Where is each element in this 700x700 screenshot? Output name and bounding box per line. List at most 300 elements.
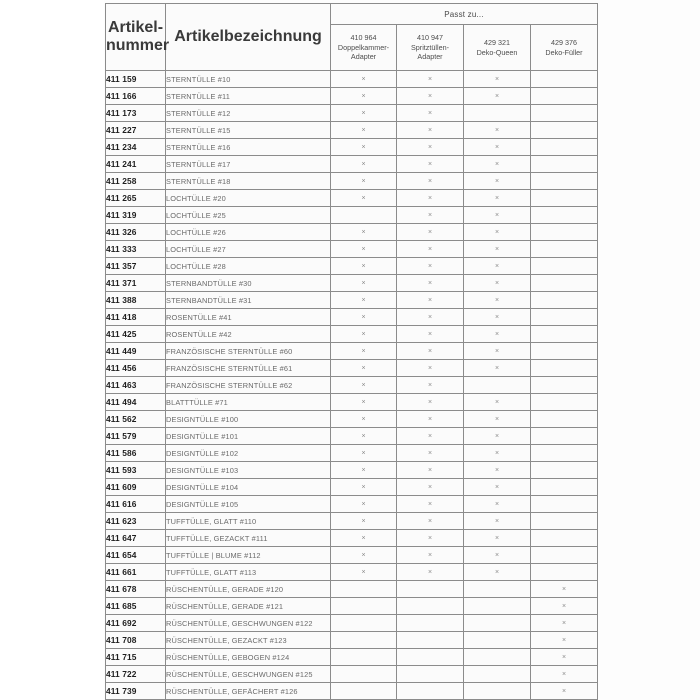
compatible-mark-icon: ×: [494, 517, 500, 525]
header-fit-col-0-number: 410 964: [350, 32, 377, 42]
table-row: [106, 411, 598, 428]
cell-fit-0: [331, 309, 397, 326]
compatible-mark-icon: ×: [494, 296, 500, 304]
cell-fit-1: [397, 394, 464, 411]
compatible-mark-icon: ×: [361, 517, 366, 525]
compatible-mark-icon: ×: [494, 500, 500, 508]
cell-fit-1: [397, 496, 464, 513]
compatible-mark-icon: ×: [361, 330, 366, 338]
compatible-mark-icon: ×: [427, 211, 433, 219]
compatible-mark-icon: ×: [494, 330, 500, 338]
header-fit-col-2-name-line1: Deko-Queen: [476, 47, 518, 57]
compatible-mark-icon: ×: [494, 92, 500, 100]
cell-fit-1: [397, 309, 464, 326]
article-compatibility-table: [105, 3, 598, 700]
cell-fit-3: [531, 241, 598, 258]
compatible-mark-icon: ×: [427, 381, 433, 389]
cell-fit-3: [531, 207, 598, 224]
table-row: [106, 530, 598, 547]
cell-article-description: BLATTTÜLLE #71: [166, 394, 331, 411]
compatible-mark-icon: ×: [361, 398, 366, 406]
cell-fit-1: [397, 71, 464, 88]
table-row: [106, 581, 598, 598]
cell-fit-2: [464, 71, 531, 88]
cell-fit-2: [464, 513, 531, 530]
cell-fit-1: [397, 598, 464, 615]
cell-article-number: 411 678: [106, 581, 166, 598]
cell-fit-0: [331, 139, 397, 156]
compatible-mark-icon: ×: [361, 500, 366, 508]
compatible-mark-icon: ×: [361, 364, 366, 372]
cell-fit-2: [464, 615, 531, 632]
compatible-mark-icon: ×: [361, 109, 366, 117]
cell-fit-0: [331, 122, 397, 139]
compatible-mark-icon: ×: [494, 211, 500, 219]
cell-article-number: 411 234: [106, 139, 166, 156]
compatible-mark-icon: ×: [427, 347, 433, 355]
cell-article-number: 411 739: [106, 683, 166, 700]
cell-fit-3: [531, 292, 598, 309]
cell-fit-3: [531, 581, 598, 598]
table-row: [106, 71, 598, 88]
cell-fit-3: [531, 71, 598, 88]
cell-fit-1: [397, 207, 464, 224]
cell-fit-1: [397, 292, 464, 309]
table-row: [106, 428, 598, 445]
cell-article-number: 411 661: [106, 564, 166, 581]
cell-fit-3: [531, 360, 598, 377]
compatible-mark-icon: ×: [561, 636, 567, 644]
compatible-mark-icon: ×: [361, 177, 366, 185]
table-row: [106, 292, 598, 309]
cell-fit-3: [531, 479, 598, 496]
cell-fit-1: [397, 530, 464, 547]
cell-fit-2: [464, 326, 531, 343]
table-row: [106, 258, 598, 275]
compatible-mark-icon: ×: [561, 687, 567, 695]
table-row: [106, 241, 598, 258]
table-row: [106, 496, 598, 513]
cell-fit-1: [397, 156, 464, 173]
cell-fit-1: [397, 428, 464, 445]
cell-fit-2: [464, 309, 531, 326]
cell-fit-0: [331, 258, 397, 275]
header-fit-col-3-name-line1: Deko-Füller: [545, 47, 583, 57]
cell-fit-3: [531, 258, 598, 275]
cell-fit-2: [464, 275, 531, 292]
header-fit-col-1-name-line2: Adapter: [417, 52, 443, 62]
compatible-mark-icon: ×: [494, 398, 500, 406]
cell-article-description: RÜSCHENTÜLLE, GESCHWUNGEN #122: [166, 615, 331, 632]
table-row: [106, 360, 598, 377]
cell-fit-2: [464, 462, 531, 479]
cell-article-number: 411 265: [106, 190, 166, 207]
compatible-mark-icon: ×: [494, 262, 500, 270]
compatible-mark-icon: ×: [361, 534, 366, 542]
cell-fit-2: [464, 632, 531, 649]
cell-fit-3: [531, 530, 598, 547]
table-header: [106, 4, 598, 71]
cell-article-description: DESIGNTÜLLE #100: [166, 411, 331, 428]
cell-article-number: 411 357: [106, 258, 166, 275]
cell-fit-2: [464, 547, 531, 564]
compatible-mark-icon: ×: [427, 568, 433, 576]
table-row: [106, 632, 598, 649]
compatible-mark-icon: ×: [494, 364, 500, 372]
compatible-mark-icon: ×: [361, 551, 366, 559]
cell-fit-3: [531, 190, 598, 207]
table-row: [106, 513, 598, 530]
cell-fit-3: [531, 462, 598, 479]
cell-fit-2: [464, 445, 531, 462]
cell-fit-3: [531, 411, 598, 428]
cell-fit-3: [531, 445, 598, 462]
cell-article-number: 411 715: [106, 649, 166, 666]
cell-article-description: STERNTÜLLE #15: [166, 122, 331, 139]
header-group-row: [106, 4, 598, 25]
cell-article-number: 411 166: [106, 88, 166, 105]
compatible-mark-icon: ×: [427, 398, 433, 406]
table-row: [106, 207, 598, 224]
cell-article-number: 411 616: [106, 496, 166, 513]
cell-fit-1: [397, 564, 464, 581]
cell-fit-1: [397, 615, 464, 632]
cell-article-number: 411 623: [106, 513, 166, 530]
header-fit-col-2-number: 429 321: [484, 37, 510, 47]
cell-fit-3: [531, 513, 598, 530]
compatible-mark-icon: ×: [427, 262, 433, 270]
cell-fit-0: [331, 71, 397, 88]
table-row: [106, 309, 598, 326]
compatible-mark-icon: ×: [361, 228, 366, 236]
cell-fit-0: [331, 207, 397, 224]
cell-article-number: 411 494: [106, 394, 166, 411]
compatible-mark-icon: ×: [361, 568, 366, 576]
cell-fit-0: [331, 462, 397, 479]
cell-fit-3: [531, 173, 598, 190]
cell-fit-0: [331, 496, 397, 513]
cell-article-description: TUFFTÜLLE, GEZACKT #111: [166, 530, 331, 547]
compatible-mark-icon: ×: [427, 296, 433, 304]
cell-fit-2: [464, 88, 531, 105]
cell-fit-0: [331, 513, 397, 530]
header-fit-col-2: [464, 25, 531, 71]
cell-fit-2: [464, 173, 531, 190]
compatible-mark-icon: ×: [361, 432, 366, 440]
compatible-mark-icon: ×: [427, 126, 433, 134]
cell-fit-0: [331, 377, 397, 394]
cell-article-description: RÜSCHENTÜLLE, GERADE #121: [166, 598, 331, 615]
cell-article-number: 411 609: [106, 479, 166, 496]
compatible-mark-icon: ×: [427, 245, 433, 253]
cell-fit-1: [397, 173, 464, 190]
cell-article-description: DESIGNTÜLLE #101: [166, 428, 331, 445]
compatible-mark-icon: ×: [494, 415, 500, 423]
header-article-number-line2: nummer: [106, 37, 170, 54]
cell-fit-1: [397, 326, 464, 343]
cell-article-number: 411 258: [106, 173, 166, 190]
cell-fit-1: [397, 666, 464, 683]
cell-article-number: 411 227: [106, 122, 166, 139]
cell-article-description: RÜSCHENTÜLLE, GEFÄCHERT #126: [166, 683, 331, 700]
cell-article-description: ROSENTÜLLE #42: [166, 326, 331, 343]
cell-fit-2: [464, 428, 531, 445]
cell-article-number: 411 418: [106, 309, 166, 326]
header-article-number-line1: Artikel-: [107, 19, 164, 36]
compatible-mark-icon: ×: [494, 432, 500, 440]
cell-article-description: STERNTÜLLE #16: [166, 139, 331, 156]
cell-fit-2: [464, 394, 531, 411]
cell-fit-1: [397, 632, 464, 649]
cell-fit-2: [464, 105, 531, 122]
compatible-mark-icon: ×: [494, 143, 500, 151]
compatible-mark-icon: ×: [427, 228, 433, 236]
cell-article-description: RÜSCHENTÜLLE, GERADE #120: [166, 581, 331, 598]
compatible-mark-icon: ×: [561, 585, 567, 593]
compatible-mark-icon: ×: [427, 364, 433, 372]
table-row: [106, 598, 598, 615]
table-row: [106, 615, 598, 632]
compatible-mark-icon: ×: [427, 449, 433, 457]
cell-fit-3: [531, 122, 598, 139]
compatible-mark-icon: ×: [361, 75, 366, 83]
cell-fit-0: [331, 224, 397, 241]
cell-fit-0: [331, 156, 397, 173]
cell-fit-0: [331, 615, 397, 632]
cell-fit-1: [397, 122, 464, 139]
cell-article-number: 411 654: [106, 547, 166, 564]
cell-article-number: 411 388: [106, 292, 166, 309]
compatible-mark-icon: ×: [494, 75, 500, 83]
cell-fit-0: [331, 632, 397, 649]
cell-fit-1: [397, 649, 464, 666]
cell-fit-0: [331, 598, 397, 615]
cell-article-description: STERNBANDTÜLLE #31: [166, 292, 331, 309]
cell-article-description: LOCHTÜLLE #27: [166, 241, 331, 258]
cell-article-description: RÜSCHENTÜLLE, GESCHWUNGEN #125: [166, 666, 331, 683]
cell-fit-2: [464, 530, 531, 547]
cell-article-number: 411 586: [106, 445, 166, 462]
cell-fit-2: [464, 479, 531, 496]
cell-fit-1: [397, 581, 464, 598]
cell-fit-0: [331, 411, 397, 428]
header-fit-col-0-name-line1: Doppelkammer-: [337, 42, 390, 52]
compatible-mark-icon: ×: [427, 500, 433, 508]
cell-article-number: 411 692: [106, 615, 166, 632]
compatible-mark-icon: ×: [427, 483, 433, 491]
compatible-mark-icon: ×: [361, 313, 366, 321]
cell-fit-0: [331, 394, 397, 411]
cell-fit-3: [531, 666, 598, 683]
cell-fit-3: [531, 394, 598, 411]
cell-fit-3: [531, 326, 598, 343]
cell-article-description: STERNTÜLLE #17: [166, 156, 331, 173]
table-row: [106, 139, 598, 156]
cell-fit-0: [331, 343, 397, 360]
cell-fit-3: [531, 156, 598, 173]
cell-fit-3: [531, 105, 598, 122]
cell-article-description: STERNTÜLLE #12: [166, 105, 331, 122]
compatible-mark-icon: ×: [361, 143, 366, 151]
cell-fit-3: [531, 615, 598, 632]
cell-fit-0: [331, 479, 397, 496]
compatible-mark-icon: ×: [427, 194, 433, 202]
table-row: [106, 547, 598, 564]
cell-fit-0: [331, 428, 397, 445]
compatible-mark-icon: ×: [494, 228, 500, 236]
cell-fit-0: [331, 173, 397, 190]
table-row: [106, 479, 598, 496]
cell-fit-0: [331, 581, 397, 598]
cell-fit-2: [464, 411, 531, 428]
compatible-mark-icon: ×: [361, 279, 366, 287]
compatible-mark-icon: ×: [494, 466, 500, 474]
cell-fit-1: [397, 343, 464, 360]
header-fit-col-3-number: 429 376: [551, 37, 577, 47]
cell-fit-2: [464, 190, 531, 207]
cell-fit-1: [397, 224, 464, 241]
compatible-mark-icon: ×: [427, 551, 433, 559]
cell-fit-0: [331, 241, 397, 258]
compatible-mark-icon: ×: [361, 415, 366, 423]
compatible-mark-icon: ×: [494, 279, 500, 287]
cell-article-description: RÜSCHENTÜLLE, GEZACKT #123: [166, 632, 331, 649]
header-fit-col-1: [397, 25, 464, 71]
cell-fit-3: [531, 428, 598, 445]
cell-fit-3: [531, 224, 598, 241]
compatible-mark-icon: ×: [561, 602, 567, 610]
cell-fit-3: [531, 649, 598, 666]
compatible-mark-icon: ×: [561, 670, 567, 678]
compatible-mark-icon: ×: [361, 381, 366, 389]
cell-article-number: 411 371: [106, 275, 166, 292]
cell-fit-2: [464, 360, 531, 377]
cell-fit-3: [531, 632, 598, 649]
table-row: [106, 343, 598, 360]
compatible-mark-icon: ×: [361, 262, 366, 270]
compatible-mark-icon: ×: [494, 245, 500, 253]
cell-fit-3: [531, 496, 598, 513]
compatible-mark-icon: ×: [427, 177, 433, 185]
cell-fit-3: [531, 377, 598, 394]
header-fit-col-1-number: 410 947: [417, 32, 443, 42]
cell-article-description: LOCHTÜLLE #26: [166, 224, 331, 241]
cell-fit-1: [397, 258, 464, 275]
cell-article-number: 411 579: [106, 428, 166, 445]
compatible-mark-icon: ×: [361, 466, 366, 474]
cell-article-description: DESIGNTÜLLE #103: [166, 462, 331, 479]
cell-fit-1: [397, 411, 464, 428]
compatible-mark-icon: ×: [427, 466, 433, 474]
table-row: [106, 326, 598, 343]
cell-fit-1: [397, 479, 464, 496]
cell-fit-1: [397, 88, 464, 105]
table-row: [106, 445, 598, 462]
cell-fit-0: [331, 292, 397, 309]
table-row: [106, 666, 598, 683]
cell-fit-2: [464, 207, 531, 224]
cell-fit-0: [331, 326, 397, 343]
cell-article-description: LOCHTÜLLE #20: [166, 190, 331, 207]
compatible-mark-icon: ×: [494, 568, 500, 576]
cell-fit-0: [331, 666, 397, 683]
cell-fit-0: [331, 547, 397, 564]
cell-article-description: FRANZÖSISCHE STERNTÜLLE #62: [166, 377, 331, 394]
cell-fit-1: [397, 275, 464, 292]
cell-article-number: 411 159: [106, 71, 166, 88]
compatible-mark-icon: ×: [427, 534, 433, 542]
compatible-mark-icon: ×: [427, 313, 433, 321]
table-row: [106, 377, 598, 394]
table-row: [106, 105, 598, 122]
cell-fit-3: [531, 343, 598, 360]
cell-article-description: DESIGNTÜLLE #104: [166, 479, 331, 496]
compatible-mark-icon: ×: [494, 347, 500, 355]
compatible-mark-icon: ×: [494, 313, 500, 321]
cell-fit-2: [464, 496, 531, 513]
table-row: [106, 275, 598, 292]
cell-article-description: TUFFTÜLLE | BLUME #112: [166, 547, 331, 564]
cell-article-number: 411 319: [106, 207, 166, 224]
cell-fit-2: [464, 122, 531, 139]
cell-article-description: RÜSCHENTÜLLE, GEBOGEN #124: [166, 649, 331, 666]
cell-article-description: ROSENTÜLLE #41: [166, 309, 331, 326]
cell-fit-2: [464, 292, 531, 309]
cell-article-number: 411 593: [106, 462, 166, 479]
cell-fit-3: [531, 564, 598, 581]
cell-fit-3: [531, 683, 598, 700]
cell-fit-1: [397, 241, 464, 258]
table-row: [106, 683, 598, 700]
cell-article-number: 411 241: [106, 156, 166, 173]
table-row: [106, 649, 598, 666]
compatible-mark-icon: ×: [427, 75, 433, 83]
cell-fit-3: [531, 88, 598, 105]
cell-fit-1: [397, 377, 464, 394]
header-fit-col-0-name-line2: Adapter: [350, 52, 377, 62]
compatible-mark-icon: ×: [494, 160, 500, 168]
cell-article-number: 411 722: [106, 666, 166, 683]
cell-fit-0: [331, 105, 397, 122]
compatible-mark-icon: ×: [494, 483, 500, 491]
cell-article-description: STERNBANDTÜLLE #30: [166, 275, 331, 292]
cell-article-number: 411 333: [106, 241, 166, 258]
compatible-mark-icon: ×: [427, 415, 433, 423]
cell-fit-1: [397, 547, 464, 564]
compatible-mark-icon: ×: [494, 534, 500, 542]
cell-article-description: TUFFTÜLLE, GLATT #110: [166, 513, 331, 530]
table-row: [106, 156, 598, 173]
compatible-mark-icon: ×: [427, 432, 433, 440]
compatible-mark-icon: ×: [427, 279, 433, 287]
cell-fit-1: [397, 445, 464, 462]
cell-fit-2: [464, 564, 531, 581]
cell-fit-2: [464, 581, 531, 598]
cell-article-number: 411 173: [106, 105, 166, 122]
compatible-mark-icon: ×: [361, 347, 366, 355]
cell-article-number: 411 463: [106, 377, 166, 394]
compatible-mark-icon: ×: [494, 551, 500, 559]
cell-article-description: FRANZÖSISCHE STERNTÜLLE #61: [166, 360, 331, 377]
compatible-mark-icon: ×: [427, 143, 433, 151]
cell-article-number: 411 449: [106, 343, 166, 360]
cell-article-number: 411 562: [106, 411, 166, 428]
cell-article-number: 411 647: [106, 530, 166, 547]
compatible-mark-icon: ×: [427, 330, 433, 338]
header-fit-col-3: [531, 25, 598, 71]
cell-fit-1: [397, 360, 464, 377]
header-article-description: Artikelbezeichnung: [166, 4, 331, 71]
